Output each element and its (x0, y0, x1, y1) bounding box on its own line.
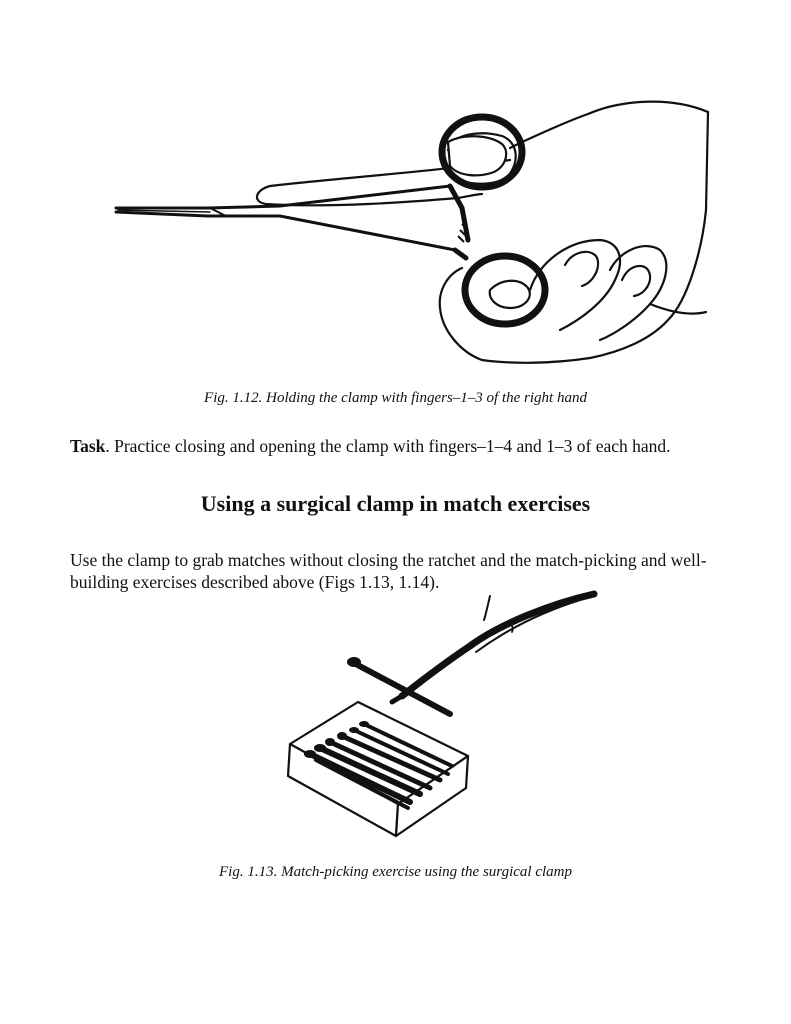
figure-1-12-illustration (110, 90, 715, 375)
figure-1-13-caption: Fig. 1.13. Match-picking exercise using the surgical clamp (219, 864, 572, 880)
section-heading: Using a surgical clamp in match exercises (200, 491, 591, 516)
task-paragraph (70, 435, 730, 457)
task-text: . Practice closing and opening the clamp with fingers–1–4 and 1–3 of each hand. (105, 436, 671, 456)
figure-1-12-caption: Fig. 1.12. Holding the clamp with fingers–1–3 of the right hand (204, 390, 587, 406)
intro-paragraph: Use the clamp to grab matches without closing the ratchet and the match-picking and well-building exercises described above (Figs 1.13, 1.14). (70, 550, 707, 592)
figure-1-13-illustration (280, 590, 605, 845)
task-label: Task (70, 436, 106, 456)
